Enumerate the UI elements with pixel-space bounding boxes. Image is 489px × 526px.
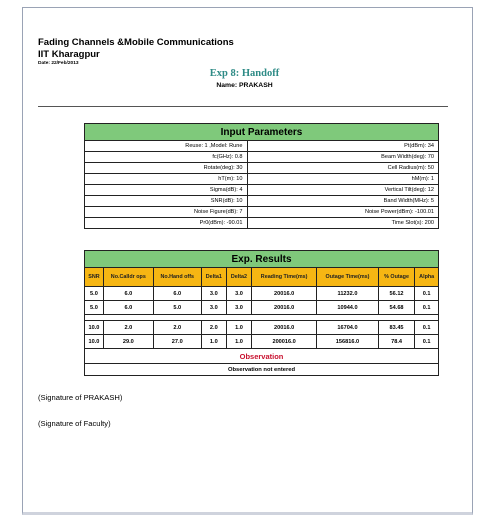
column-header: Delta2 [226, 268, 251, 287]
result-cell: 56.12 [378, 287, 415, 301]
institute-name: IIT Kharagpur [38, 49, 100, 60]
result-cell: 10.0 [85, 321, 104, 335]
parameter-cell: Band Width(MHz): 5 [247, 196, 439, 207]
result-cell: 0.1 [415, 335, 439, 349]
table-row [85, 196, 439, 207]
student-name: Name: PRAKASH [216, 82, 273, 89]
parameter-cell: hM(m): 1 [247, 174, 439, 185]
result-cell: 27.0 [153, 335, 201, 349]
column-header: Delta1 [201, 268, 226, 287]
table-row [85, 335, 439, 349]
result-cell: 3.0 [201, 287, 226, 301]
result-cell: 83.45 [378, 321, 415, 335]
result-cell: 16704.0 [317, 321, 379, 335]
column-header: % Outage [378, 268, 415, 287]
parameter-cell: Vertical Tilt(deg): 12 [247, 185, 439, 196]
result-cell: 156816.0 [317, 335, 379, 349]
parameter-cell: SNR(dB): 10 [85, 196, 248, 207]
result-cell: 11232.0 [317, 287, 379, 301]
result-cell: 0.1 [415, 321, 439, 335]
student-signature: (Signature of PRAKASH) [38, 393, 123, 402]
results-title: Exp. Results [85, 251, 439, 268]
header-divider [38, 106, 448, 107]
table-row [85, 163, 439, 174]
table-row [85, 301, 439, 315]
result-cell: 2.0 [153, 321, 201, 335]
result-cell: 10944.0 [317, 301, 379, 315]
course-title: Fading Channels &Mobile Communications [38, 37, 234, 48]
result-cell: 200016.0 [252, 335, 317, 349]
result-cell: 1.0 [226, 321, 251, 335]
result-cell: 3.0 [226, 287, 251, 301]
result-cell: 5.0 [85, 301, 104, 315]
parameter-cell: Beam Width(deg): 70 [247, 152, 439, 163]
result-cell: 5.0 [85, 287, 104, 301]
parameter-cell: Rotate(deg): 30 [85, 163, 248, 174]
experiment-title: Exp 8: Handoff [209, 68, 280, 79]
parameter-cell: Cell Radius(m): 50 [247, 163, 439, 174]
result-cell: 3.0 [226, 301, 251, 315]
observation-table [84, 348, 439, 376]
column-header: Outage Time(ms) [317, 268, 379, 287]
result-cell: 20016.0 [252, 287, 317, 301]
result-cell: 1.0 [201, 335, 226, 349]
results-header-row [85, 268, 439, 287]
result-cell: 6.0 [103, 287, 153, 301]
observation-title: Observation [85, 349, 439, 364]
result-cell: 1.0 [226, 335, 251, 349]
result-cell: 6.0 [103, 301, 153, 315]
parameter-cell: Pt(dBm): 34 [247, 141, 439, 152]
table-row [85, 287, 439, 301]
column-header: No.Hand offs [153, 268, 201, 287]
result-cell: 2.0 [201, 321, 226, 335]
table-row [85, 321, 439, 335]
observation-text: Observation not entered [85, 364, 439, 376]
parameter-cell: Time Slot(s): 200 [247, 218, 439, 229]
table-row [85, 207, 439, 218]
result-cell: 6.0 [153, 287, 201, 301]
column-header: No.Calldr ops [103, 268, 153, 287]
parameter-cell: Noise Power(dBm): -100.01 [247, 207, 439, 218]
result-cell: 54.68 [378, 301, 415, 315]
parameter-cell: Sigma(dB): 4 [85, 185, 248, 196]
result-cell: 2.0 [103, 321, 153, 335]
parameter-cell: hT(m): 10 [85, 174, 248, 185]
result-cell: 3.0 [201, 301, 226, 315]
column-header: SNR [85, 268, 104, 287]
parameter-cell: fc(GHz): 0.8 [85, 152, 248, 163]
parameter-cell: Pr0(dBm): -90.01 [85, 218, 248, 229]
result-cell: 0.1 [415, 301, 439, 315]
table-row [85, 141, 439, 152]
result-cell: 0.1 [415, 287, 439, 301]
report-date: Date: 22/Feb/2013 [38, 61, 79, 66]
result-cell: 29.0 [103, 335, 153, 349]
result-cell: 78.4 [378, 335, 415, 349]
parameter-cell: Noise Figure(dB): 7 [85, 207, 248, 218]
result-cell: 10.0 [85, 335, 104, 349]
parameter-cell: Reuse: 1 ,Model: Rune [85, 141, 248, 152]
input-parameters-title: Input Parameters [85, 124, 439, 141]
input-parameters-table [84, 123, 439, 229]
results-table [84, 250, 439, 349]
column-header: Alpha [415, 268, 439, 287]
column-header: Reading Time(ms) [252, 268, 317, 287]
result-cell: 5.0 [153, 301, 201, 315]
table-row [85, 185, 439, 196]
table-row [85, 174, 439, 185]
table-row [85, 152, 439, 163]
faculty-signature: (Signature of Faculty) [38, 419, 111, 428]
result-cell: 20016.0 [252, 301, 317, 315]
result-cell: 20016.0 [252, 321, 317, 335]
table-row [85, 218, 439, 229]
